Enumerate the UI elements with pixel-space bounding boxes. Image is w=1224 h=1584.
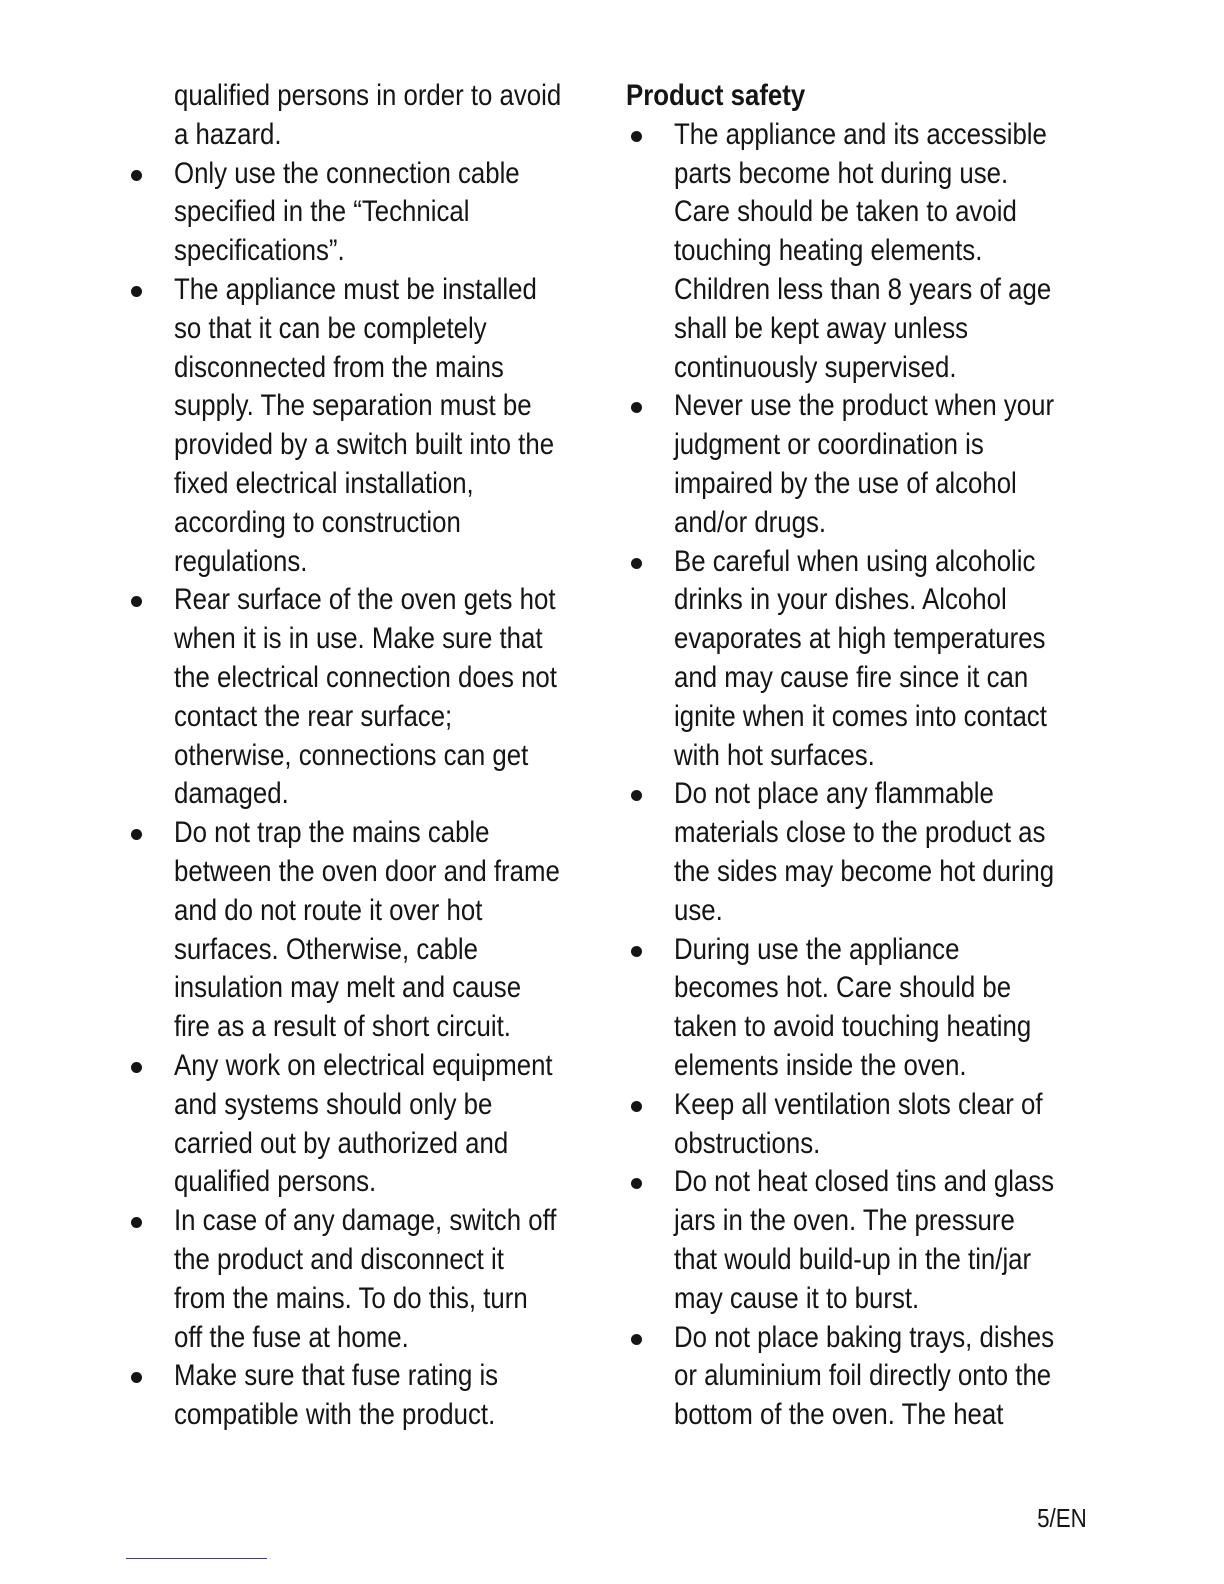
text-line: Make sure that fuse rating is: [174, 1359, 499, 1393]
text-line: In case of any damage, switch off: [174, 1204, 557, 1238]
text-line: becomes hot. Care should be: [674, 971, 1012, 1005]
text-line: specified in the “Technical: [174, 195, 470, 229]
bullet-item: [626, 1319, 1101, 1435]
text-line: continuously supervised.: [674, 350, 957, 384]
text-line: according to construction: [174, 505, 461, 539]
text-line: between the oven door and frame: [174, 854, 560, 888]
text-line: Do not place any flammable: [674, 777, 994, 811]
text-line: fixed electrical installation,: [174, 466, 474, 500]
text-line: Any work on electrical equipment: [174, 1048, 553, 1082]
bullet-item: [126, 155, 596, 271]
text-line: Do not trap the mains cable: [174, 816, 490, 850]
text-line: evaporates at high temperatures: [674, 622, 1046, 656]
text-line: obstructions.: [674, 1126, 821, 1160]
text-line: carried out by authorized and: [174, 1126, 509, 1160]
bullet-item: [626, 1086, 1101, 1164]
bullet-icon: [631, 131, 642, 142]
bullet-icon: [631, 946, 642, 957]
text-line: materials close to the product as: [674, 816, 1046, 850]
text-line: bottom of the oven. The heat: [674, 1398, 1004, 1432]
text-line: jars in the oven. The pressure: [674, 1204, 1015, 1238]
bullet-icon: [131, 286, 142, 297]
bullet-item: [126, 1357, 596, 1435]
heading-text: Product safety: [626, 79, 806, 112]
bullet-item: [626, 116, 1101, 388]
text-line: off the fuse at home.: [174, 1320, 409, 1354]
text-line: contact the rear surface;: [174, 699, 453, 733]
text-line: may cause it to burst.: [674, 1281, 920, 1315]
text-line: elements inside the oven.: [674, 1048, 967, 1082]
page-number-text: 5/EN: [1037, 1503, 1087, 1533]
text-line: or aluminium foil directly onto the: [674, 1359, 1052, 1393]
text-line: insulation may melt and cause: [174, 971, 522, 1005]
text-line: Do not place baking trays, dishes: [674, 1320, 1055, 1354]
text-line: regulations.: [174, 544, 308, 578]
text-line: Do not heat closed tins and glass: [674, 1165, 1055, 1199]
left-bullet-list: [126, 155, 596, 1435]
text-line: impaired by the use of alcohol: [674, 466, 1017, 500]
text-line: The appliance must be installed: [174, 272, 537, 306]
text-line: Never use the product when your: [674, 389, 1055, 423]
bullet-icon: [131, 1062, 142, 1073]
text-line: a hazard.: [174, 117, 282, 151]
text-line: when it is in use. Make sure that: [174, 622, 543, 656]
left-column: [126, 77, 596, 1435]
text-line: compatible with the product.: [174, 1398, 496, 1432]
bullet-icon: [631, 1178, 642, 1189]
text-line: otherwise, connections can get: [174, 738, 529, 772]
bullet-item: [626, 1163, 1101, 1318]
text-line: the electrical connection does not: [174, 660, 557, 694]
bullet-icon: [131, 1217, 142, 1228]
text-line: fire as a result of short circuit.: [174, 1010, 511, 1044]
footer-rule: [126, 1558, 267, 1559]
bullet-icon: [131, 170, 142, 181]
text-line: supply. The separation must be: [174, 389, 532, 423]
text-line: Only use the connection cable: [174, 156, 520, 190]
text-line: the sides may become hot during: [674, 854, 1055, 888]
bullet-icon: [631, 558, 642, 569]
bullet-item: [126, 1202, 596, 1357]
text-line: Be careful when using alcoholic: [674, 544, 1036, 578]
bullet-item: [126, 814, 596, 1047]
text-line: specifications”.: [174, 234, 345, 268]
text-line: qualified persons.: [174, 1165, 377, 1199]
text-line: use.: [674, 893, 723, 927]
bullet-icon: [131, 596, 142, 607]
bullet-icon: [631, 1101, 642, 1112]
right-column: [626, 77, 1101, 1435]
bullet-item: [126, 581, 596, 814]
text-line: taken to avoid touching heating: [674, 1010, 1032, 1044]
text-line: and systems should only be: [174, 1087, 493, 1121]
text-line: Keep all ventilation slots clear of: [674, 1087, 1043, 1121]
bullet-item: [626, 931, 1101, 1086]
bullet-icon: [131, 1372, 142, 1383]
text-line: Care should be taken to avoid: [674, 195, 1017, 229]
right-bullet-list: [626, 116, 1101, 1435]
bullet-icon: [131, 829, 142, 840]
text-line: surfaces. Otherwise, cable: [174, 932, 478, 966]
text-line: touching heating elements.: [674, 234, 983, 268]
text-line: During use the appliance: [674, 932, 960, 966]
text-line: from the mains. To do this, turn: [174, 1281, 528, 1315]
text-line: Rear surface of the oven gets hot: [174, 583, 556, 617]
text-line: ignite when it comes into contact: [674, 699, 1047, 733]
bullet-icon: [631, 1334, 642, 1345]
text-line: so that it can be completely: [174, 311, 487, 345]
bullet-item: [126, 1047, 596, 1202]
page-number: [1000, 1503, 1087, 1533]
text-line: damaged.: [174, 777, 289, 811]
text-line: drinks in your dishes. Alcohol: [674, 583, 1007, 617]
text-line: and may cause fire since it can: [674, 660, 1029, 694]
text-line: Children less than 8 years of age: [674, 272, 1052, 306]
text-line: judgment or coordination is: [674, 428, 984, 462]
bullet-item: [126, 271, 596, 581]
text-line: provided by a switch built into the: [174, 428, 555, 462]
text-line: with hot surfaces.: [674, 738, 875, 772]
bullet-icon: [631, 790, 642, 801]
text-line: disconnected from the mains: [174, 350, 504, 384]
text-line: parts become hot during use.: [674, 156, 1009, 190]
text-line: shall be kept away unless: [674, 311, 969, 345]
bullet-item: [626, 775, 1101, 930]
continued-paragraph: [126, 77, 596, 155]
section-heading: [626, 77, 1101, 116]
text-line: The appliance and its accessible: [674, 117, 1047, 151]
bullet-icon: [631, 402, 642, 413]
text-line: qualified persons in order to avoid: [174, 79, 562, 112]
bullet-item: [626, 387, 1101, 542]
bullet-item: [626, 543, 1101, 776]
text-line: and do not route it over hot: [174, 893, 483, 927]
text-line: that would build-up in the tin/jar: [674, 1242, 1032, 1276]
text-line: and/or drugs.: [674, 505, 827, 539]
text-line: the product and disconnect it: [174, 1242, 504, 1276]
